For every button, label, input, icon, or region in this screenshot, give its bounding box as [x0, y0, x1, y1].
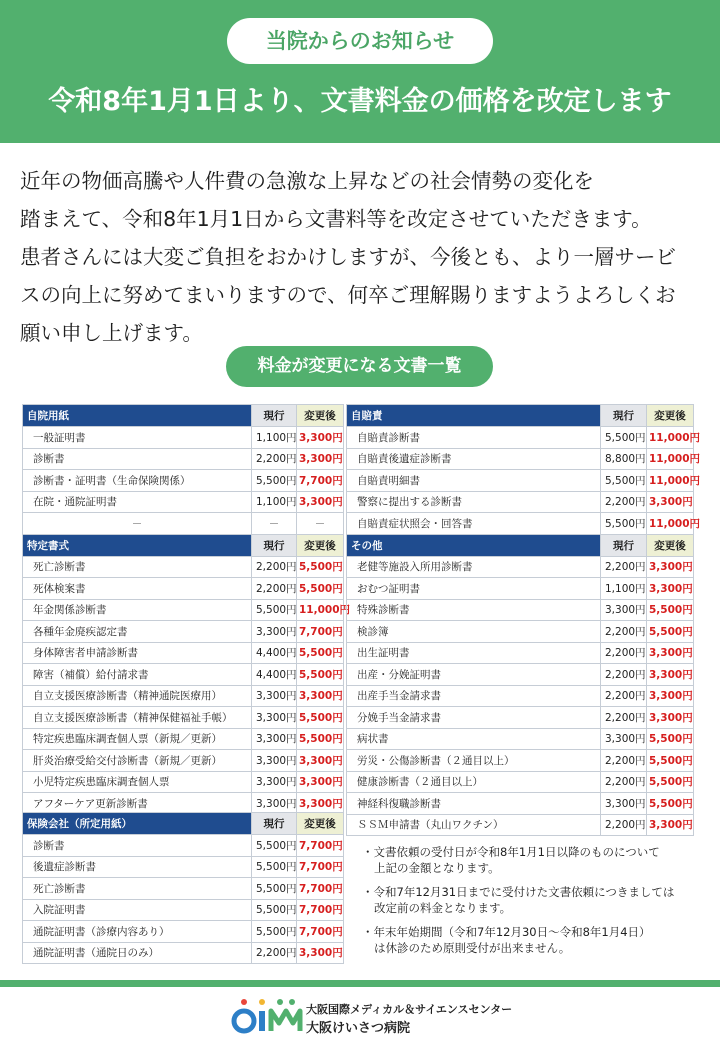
new-price: 3,300円: [297, 448, 344, 470]
table-row: [23, 664, 344, 686]
new-price: 7,700円: [297, 470, 344, 492]
current-price: 3,300円: [252, 685, 297, 707]
new-price: 7,700円: [297, 856, 344, 878]
new-price: 7,700円: [297, 878, 344, 900]
current-price: 3,300円: [252, 621, 297, 643]
document-name: 自賠責明細書: [347, 470, 601, 492]
new-price: 3,300円: [647, 491, 694, 513]
org-name: 大阪国際メディカル＆サイエンスセンター: [306, 1003, 513, 1016]
table-row: [23, 642, 344, 664]
table-row: [23, 427, 344, 449]
current-price: 5,500円: [601, 427, 647, 449]
document-name: 自立支援医療診断書（精神通院医療用）: [23, 685, 252, 707]
current-price: 2,200円: [601, 621, 647, 643]
document-name: 死亡診断書: [23, 878, 252, 900]
table-row: [23, 470, 344, 492]
current-price: 3,300円: [252, 728, 297, 750]
current-price: 5,500円: [601, 470, 647, 492]
new-price: 11,000円: [647, 448, 694, 470]
table-row: [23, 599, 344, 621]
table-row: [347, 621, 694, 643]
table-row: [347, 793, 694, 815]
new-price: 3,300円: [297, 491, 344, 513]
document-name: 肝炎治療受給交付診断書（新規／更新）: [23, 750, 252, 772]
document-name: －: [23, 513, 252, 535]
new-price: 3,300円: [297, 942, 344, 964]
new-price: 5,500円: [647, 771, 694, 793]
document-name: 一般証明書: [23, 427, 252, 449]
col-after-label: 変更後: [647, 534, 694, 556]
table-row: [347, 750, 694, 772]
table-row: [347, 664, 694, 686]
current-price: 5,500円: [252, 899, 297, 921]
note-line: ・文書依頼の受付日が令和8年1月1日以降のものについて: [362, 845, 660, 859]
current-price: 2,200円: [252, 556, 297, 578]
new-price: 11,000円: [647, 513, 694, 535]
document-name: 小児特定疾患臨床調査個人票: [23, 771, 252, 793]
new-price: －: [297, 513, 344, 535]
new-price: 11,000円: [647, 427, 694, 449]
header-banner: [0, 0, 720, 143]
current-price: 3,300円: [252, 750, 297, 772]
table-row: [23, 491, 344, 513]
document-name: 死体検案書: [23, 578, 252, 600]
table-row: [23, 835, 344, 857]
note-item: [362, 844, 702, 876]
document-name: 各種年金廃疾認定書: [23, 621, 252, 643]
hospital-logo: [232, 997, 513, 1037]
fee-table-insurance: [22, 812, 344, 964]
current-price: 2,200円: [601, 556, 647, 578]
table-row: [23, 878, 344, 900]
note-line: 上記の金額となります。: [374, 861, 500, 875]
document-name: 年金関係診断書: [23, 599, 252, 621]
document-name: 神経科復職診断書: [347, 793, 601, 815]
table-row: [23, 578, 344, 600]
current-price: 4,400円: [252, 664, 297, 686]
current-price: 3,300円: [252, 707, 297, 729]
col-after-label: 変更後: [297, 813, 344, 835]
note-line: ・令和7年12月31日までに受付けた文書依頼につきましては: [362, 885, 675, 899]
new-price: 3,300円: [647, 685, 694, 707]
new-price: 3,300円: [297, 427, 344, 449]
current-price: 5,500円: [252, 856, 297, 878]
intro-line: 近年の物価高騰や人件費の急激な上昇などの社会情勢の変化を: [20, 169, 594, 193]
new-price: 3,300円: [297, 771, 344, 793]
table-row: [23, 921, 344, 943]
document-name: 分娩手当金請求書: [347, 707, 601, 729]
table-row: [347, 427, 694, 449]
page-title: 令和8年1月1日より、文書料金の価格を改定します: [48, 86, 672, 117]
document-name: 死亡診断書: [23, 556, 252, 578]
document-name: 自賠責症状照会・回答書: [347, 513, 601, 535]
current-price: 2,200円: [601, 685, 647, 707]
table-row: [347, 470, 694, 492]
current-price: 3,300円: [601, 728, 647, 750]
new-price: 5,500円: [647, 793, 694, 815]
intro-line: 患者さんには大変ご負担をおかけしますが、今後とも、より一層サービ: [20, 245, 676, 269]
current-price: 2,200円: [601, 814, 647, 836]
current-price: 1,100円: [252, 491, 297, 513]
document-name: 在院・通院証明書: [23, 491, 252, 513]
current-price: 5,500円: [252, 599, 297, 621]
table-row: [347, 771, 694, 793]
document-name: 診断書・証明書（生命保険関係）: [23, 470, 252, 492]
current-price: 2,200円: [601, 707, 647, 729]
current-price: 3,300円: [601, 599, 647, 621]
new-price: 3,300円: [647, 814, 694, 836]
table-row: [347, 728, 694, 750]
current-price: 5,500円: [601, 513, 647, 535]
current-price: 5,500円: [252, 878, 297, 900]
current-price: 2,200円: [601, 491, 647, 513]
table-row: [23, 707, 344, 729]
document-list-title: 料金が変更になる文書一覧: [226, 346, 493, 387]
current-price: 5,500円: [252, 835, 297, 857]
table-row: [23, 750, 344, 772]
note-line: ・年末年始期間（令和7年12月30日～令和8年1月4日）: [362, 925, 651, 939]
new-price: 5,500円: [297, 707, 344, 729]
table-row: [23, 942, 344, 964]
footer-bar: [0, 980, 720, 987]
section-title: 保険会社（所定用紙）: [23, 813, 252, 835]
intro-line: 願い申し上げます。: [20, 321, 203, 345]
table-row: [23, 513, 344, 535]
col-current-label: 現行: [252, 813, 297, 835]
col-after-label: 変更後: [297, 534, 344, 556]
table-row: [23, 793, 344, 815]
document-name: 身体障害者申請診断書: [23, 642, 252, 664]
new-price: 5,500円: [297, 642, 344, 664]
note-item: [362, 884, 702, 916]
new-price: 11,000円: [647, 470, 694, 492]
new-price: 3,300円: [647, 642, 694, 664]
document-name: 出産・分娩証明書: [347, 664, 601, 686]
table-row: [347, 642, 694, 664]
table-row: [347, 578, 694, 600]
current-price: 2,200円: [601, 664, 647, 686]
document-name: 入院証明書: [23, 899, 252, 921]
new-price: 5,500円: [297, 664, 344, 686]
note-line: は休診のため原則受付が出来ません。: [374, 941, 571, 955]
col-current-label: 現行: [601, 534, 647, 556]
current-price: －: [252, 513, 297, 535]
document-name: 病状書: [347, 728, 601, 750]
new-price: 7,700円: [297, 921, 344, 943]
new-price: 3,300円: [297, 793, 344, 815]
new-price: 5,500円: [297, 728, 344, 750]
document-name: 検診簿: [347, 621, 601, 643]
hospital-name: 大阪けいさつ病院: [306, 1021, 411, 1036]
current-price: 3,300円: [252, 793, 297, 815]
fee-table-right: [346, 404, 701, 836]
new-price: 5,500円: [297, 556, 344, 578]
current-price: 2,200円: [601, 642, 647, 664]
new-price: 7,700円: [297, 835, 344, 857]
new-price: 3,300円: [297, 750, 344, 772]
new-price: 5,500円: [647, 599, 694, 621]
oim-logo-icon: [232, 997, 302, 1035]
document-name: 診断書: [23, 448, 252, 470]
new-price: 3,300円: [647, 664, 694, 686]
new-price: 7,700円: [297, 621, 344, 643]
section-title: その他: [347, 534, 601, 556]
document-name: 自立支援医療診断書（精神保健福祉手帳）: [23, 707, 252, 729]
note-item: [362, 924, 702, 956]
current-price: 2,200円: [601, 750, 647, 772]
document-name: 障害（補償）給付請求書: [23, 664, 252, 686]
intro-line: スの向上に努めてまいりますので、何卒ご理解賜りますようよろしくお: [20, 283, 676, 307]
new-price: 11,000円: [297, 599, 344, 621]
section-header: [23, 405, 344, 427]
table-row: [23, 556, 344, 578]
intro-line: 踏まえて、令和8年1月1日から文書料等を改定させていただきます。: [20, 207, 652, 231]
table-row: [347, 814, 694, 836]
table-row: [347, 448, 694, 470]
document-name: 診断書: [23, 835, 252, 857]
current-price: 5,500円: [252, 921, 297, 943]
document-name: アフターケア更新診断書: [23, 793, 252, 815]
section-title: 特定書式: [23, 534, 252, 556]
current-price: 2,200円: [252, 942, 297, 964]
current-price: 3,300円: [252, 771, 297, 793]
document-name: 通院証明書（診療内容あり）: [23, 921, 252, 943]
current-price: 1,100円: [252, 427, 297, 449]
col-current-label: 現行: [252, 534, 297, 556]
current-price: 4,400円: [252, 642, 297, 664]
current-price: 2,200円: [601, 771, 647, 793]
intro-text: [20, 162, 710, 352]
current-price: 3,300円: [601, 793, 647, 815]
table-row: [347, 599, 694, 621]
table-row: [23, 621, 344, 643]
section-title: 自賠責: [347, 405, 601, 427]
section-header: [347, 405, 694, 427]
document-name: 出産手当金請求書: [347, 685, 601, 707]
document-name: 労災・公傷診断書（２通目以上）: [347, 750, 601, 772]
new-price: 5,500円: [297, 578, 344, 600]
current-price: 5,500円: [252, 470, 297, 492]
current-price: 1,100円: [601, 578, 647, 600]
table-row: [23, 448, 344, 470]
new-price: 7,700円: [297, 899, 344, 921]
current-price: 2,200円: [252, 578, 297, 600]
table-row: [347, 556, 694, 578]
document-name: 老健等施設入所用診断書: [347, 556, 601, 578]
table-row: [23, 728, 344, 750]
document-name: 警察に提出する診断書: [347, 491, 601, 513]
section-header: [23, 534, 344, 556]
note-line: 改定前の料金となります。: [374, 901, 512, 915]
notes-block: [362, 844, 702, 964]
section-title: 自院用紙: [23, 405, 252, 427]
current-price: 2,200円: [252, 448, 297, 470]
document-name: ＳＳＭ申請書（丸山ワクチン）: [347, 814, 601, 836]
table-row: [23, 685, 344, 707]
table-row: [23, 856, 344, 878]
table-row: [347, 491, 694, 513]
document-name: 通院証明書（通院日のみ）: [23, 942, 252, 964]
table-row: [347, 707, 694, 729]
table-row: [23, 899, 344, 921]
table-row: [23, 771, 344, 793]
new-price: 5,500円: [647, 728, 694, 750]
document-name: 自賠責診断書: [347, 427, 601, 449]
new-price: 5,500円: [647, 621, 694, 643]
col-current-label: 現行: [252, 405, 297, 427]
col-after-label: 変更後: [297, 405, 344, 427]
document-name: 出生証明書: [347, 642, 601, 664]
document-name: 自賠責後遺症診断書: [347, 448, 601, 470]
document-name: 特定疾患臨床調査個人票（新規／更新）: [23, 728, 252, 750]
document-name: 後遺症診断書: [23, 856, 252, 878]
fee-table-left: [22, 404, 351, 815]
table-row: [347, 513, 694, 535]
new-price: 3,300円: [647, 578, 694, 600]
notice-label: 当院からのお知らせ: [227, 18, 493, 64]
col-current-label: 現行: [601, 405, 647, 427]
col-after-label: 変更後: [647, 405, 694, 427]
section-header: [347, 534, 694, 556]
section-header: [23, 813, 344, 835]
document-name: 健康診断書（２通目以上）: [347, 771, 601, 793]
new-price: 5,500円: [647, 750, 694, 772]
current-price: 8,800円: [601, 448, 647, 470]
document-name: おむつ証明書: [347, 578, 601, 600]
document-name: 特殊診断書: [347, 599, 601, 621]
new-price: 3,300円: [647, 707, 694, 729]
new-price: 3,300円: [647, 556, 694, 578]
new-price: 3,300円: [297, 685, 344, 707]
table-row: [347, 685, 694, 707]
